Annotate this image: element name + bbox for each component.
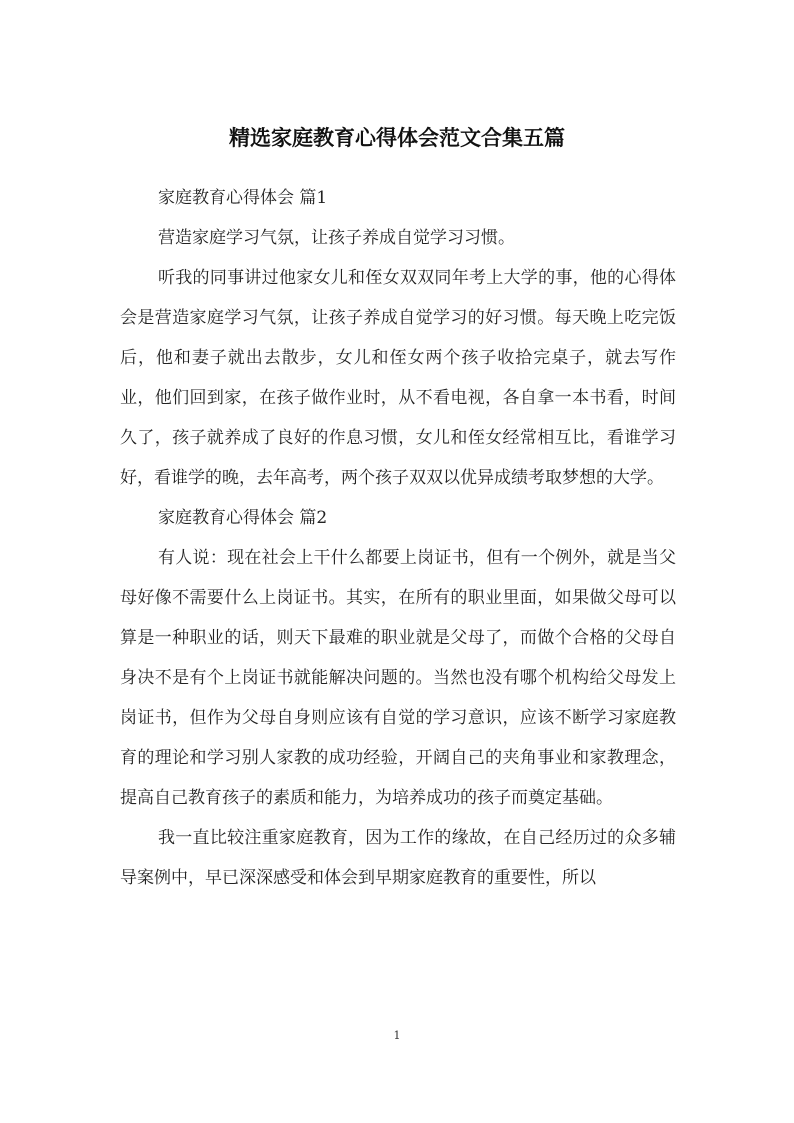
document-title: 精选家庭教育心得体会范文合集五篇 <box>229 126 565 150</box>
paragraph: 营造家庭学习气氛，让孩子养成自觉学习习惯。 <box>158 228 515 248</box>
paragraph: 有人说：现在社会上干什么都要上岗证书，但有一个例外，就是当父母好像不需要什么上岗证书。其实，在所有的职业里面，如果做父母可以算是一种职业的话，则天下最难的职业就是父母了，而做个合格的父母自身决不是有个上岗证书就能解决问题的。当然也没有哪个机构给父母发上岗证书，但作为父母自身则应该有自觉的学习意识，应该不断学习家庭教育的理论和学习别人家教的成功经验，开阔自己的夹角事业和家教理念，提高自己教育孩子的素质和能力，为培养成功的孩子而奠定基础。 <box>120 548 676 808</box>
document-body <box>120 178 676 898</box>
section-heading-1: 家庭教育心得体会 篇1 <box>158 188 328 208</box>
page-number: 1 <box>393 1029 401 1042</box>
paragraph: 听我的同事讲过他家女儿和侄女双双同年考上大学的事，他的心得体会是营造家庭学习气氛，让孩子养成自觉学习的好习惯。每天晚上吃完饭后，他和妻子就出去散步，女儿和侄女两个孩子收拾完桌子，就去写作业，他们回到家，在孩子做作业时，从不看电视，各自拿一本书看，时间久了，孩子就养成了良好的作息习惯，女儿和侄女经常相互比，看谁学习好，看谁学的晚，去年高考，两个孩子双双以优异成绩考取梦想的大学。 <box>120 268 676 488</box>
paragraph: 我一直比较注重家庭教育，因为工作的缘故，在自己经历过的众多辅导案例中，早已深深感受和体会到早期家庭教育的重要性，所以 <box>120 828 676 888</box>
section-heading-2: 家庭教育心得体会 篇2 <box>158 508 328 528</box>
